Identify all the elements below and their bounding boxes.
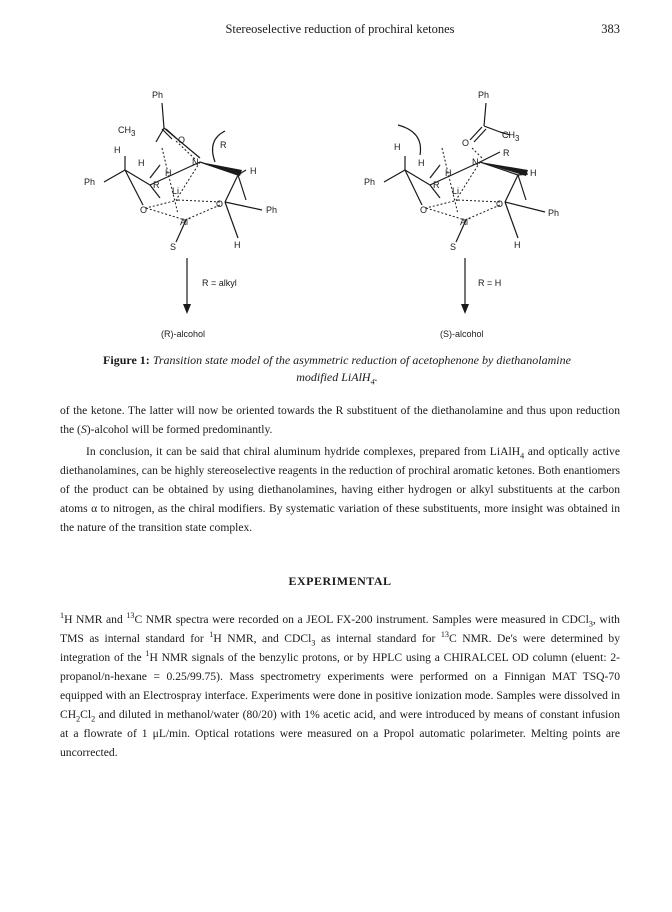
atom-h-bottom: H: [234, 240, 241, 250]
atom-o-left: O: [420, 205, 428, 215]
atom-h-mid: H: [165, 168, 172, 178]
atom-ph-left: Ph: [84, 177, 96, 187]
atom-r-mid: R: [433, 180, 440, 190]
atom-r-top: R: [220, 140, 227, 150]
right-product-label: (S)-alcohol: [440, 329, 484, 339]
right-wedge: [480, 162, 528, 176]
atom-r-top: R: [503, 148, 510, 158]
left-scheme: [84, 90, 277, 339]
atom-o-right: O: [496, 199, 504, 209]
atom-s: S: [450, 242, 457, 252]
atom-ph-right: Ph: [266, 205, 278, 215]
right-h-arc: [398, 125, 421, 155]
right-arrow-label: R = H: [478, 278, 502, 288]
atom-h-right: H: [530, 168, 537, 178]
atom-r-mid: R: [153, 180, 160, 190]
atom-o-carbonyl: O: [462, 138, 470, 148]
atom-al: Al-: [180, 214, 191, 227]
atom-n: N: [192, 157, 199, 167]
paragraph-conclusion: In conclusion, it can be said that chiral aluminum hydride complexes, prepared from LiAlH$_4$ and optically active diethanolamines, can be highly stereoselective reagents in the reduction of prochiral aromatic ketones. Both enantiomers of the product can be obtained by using diethanolamines, having either hydrogen or alkyl substituents at the carbon atoms α to nitrogen, as the chiral modifiers. By systematic variation of these substituents, more insight was obtained in the nature of the transition state complex.: [60, 445, 620, 534]
atom-h-mid: H: [445, 168, 452, 178]
atom-li: Li: [452, 186, 460, 196]
atom-h-bottom: H: [514, 240, 521, 250]
transition-state-figure: [0, 0, 672, 350]
atom-al: Al-: [460, 214, 471, 227]
atom-h-right: H: [250, 166, 257, 176]
figure-caption-text: Transition state model of the asymmetric reduction of acetophenone by diethanolamine modified LiAlH$_4$.: [152, 353, 571, 387]
atom-ph-top: Ph: [152, 90, 164, 100]
atom-h-left: H: [138, 158, 145, 168]
section-heading-experimental: EXPERIMENTAL: [288, 574, 392, 588]
paragraph-experimental: $^1$H NMR and $^{13}$C NMR spectra were recorded on a JEOL FX-200 instrument. Samples were measured in CDCl$_3$, with TMS as internal standard for $^1$H NMR, and CDCl$_3$ as internal standard for $^{13}$C NMR. De's were determined by integration of the $^1$H NMR signals of the benzylic protons, or by HPLC using a CHIRALCEL OD column (eluent: 2-propanol/n-hexane = 0.25/99.75). Mass spectrometry experiments were performed on a Finnigan MAT TSQ-70 equipped with an Electrospray interface. Experiments were done in positive ionization mode. Samples were dissolved in $CH_2Cl_2$ and diluted in methanol/water (80/20) with 1% acetic acid, and were introduced by means of constant infusion at a flowrate of 1 μL/min. Optical rotations were measured on a Propol automatic polarimeter. Melting points are uncorrected.: [60, 611, 620, 759]
atom-h-left: H: [418, 158, 425, 168]
left-arrowhead: [183, 304, 191, 314]
left-product-label: (R)-alcohol: [161, 329, 206, 339]
atom-ch3: CH3: [502, 130, 520, 143]
page-number: 383: [601, 22, 620, 36]
paragraph-continuation: of the ketone. The latter will now be oriented towards the R substituent of the diethanolamine and thus upon reduction the (S)-alcohol will be formed predominantly.: [60, 404, 620, 436]
atom-s: S: [170, 242, 177, 252]
atom-h-ketone: H: [114, 145, 121, 155]
left-wedge: [200, 162, 242, 176]
running-title: Stereoselective reduction of prochiral ketones: [225, 22, 455, 36]
atom-o-carbonyl: O: [178, 135, 186, 145]
atom-o-left: O: [140, 205, 148, 215]
atom-ph-right: Ph: [548, 208, 560, 218]
right-scheme: [364, 90, 559, 339]
atom-ph-top: Ph: [478, 90, 490, 100]
atom-n: N: [472, 157, 479, 167]
left-arrow-label: R = alkyl: [202, 278, 237, 288]
figure-label: Figure 1:: [103, 353, 150, 367]
atom-ph-left: Ph: [364, 177, 376, 187]
figure-caption: [100, 352, 574, 386]
atom-ch3: CH3: [118, 125, 136, 138]
atom-h-ketone: H: [394, 142, 401, 152]
atom-li: Li: [172, 186, 180, 196]
right-arrowhead: [461, 304, 469, 314]
atom-o-right: O: [216, 199, 224, 209]
